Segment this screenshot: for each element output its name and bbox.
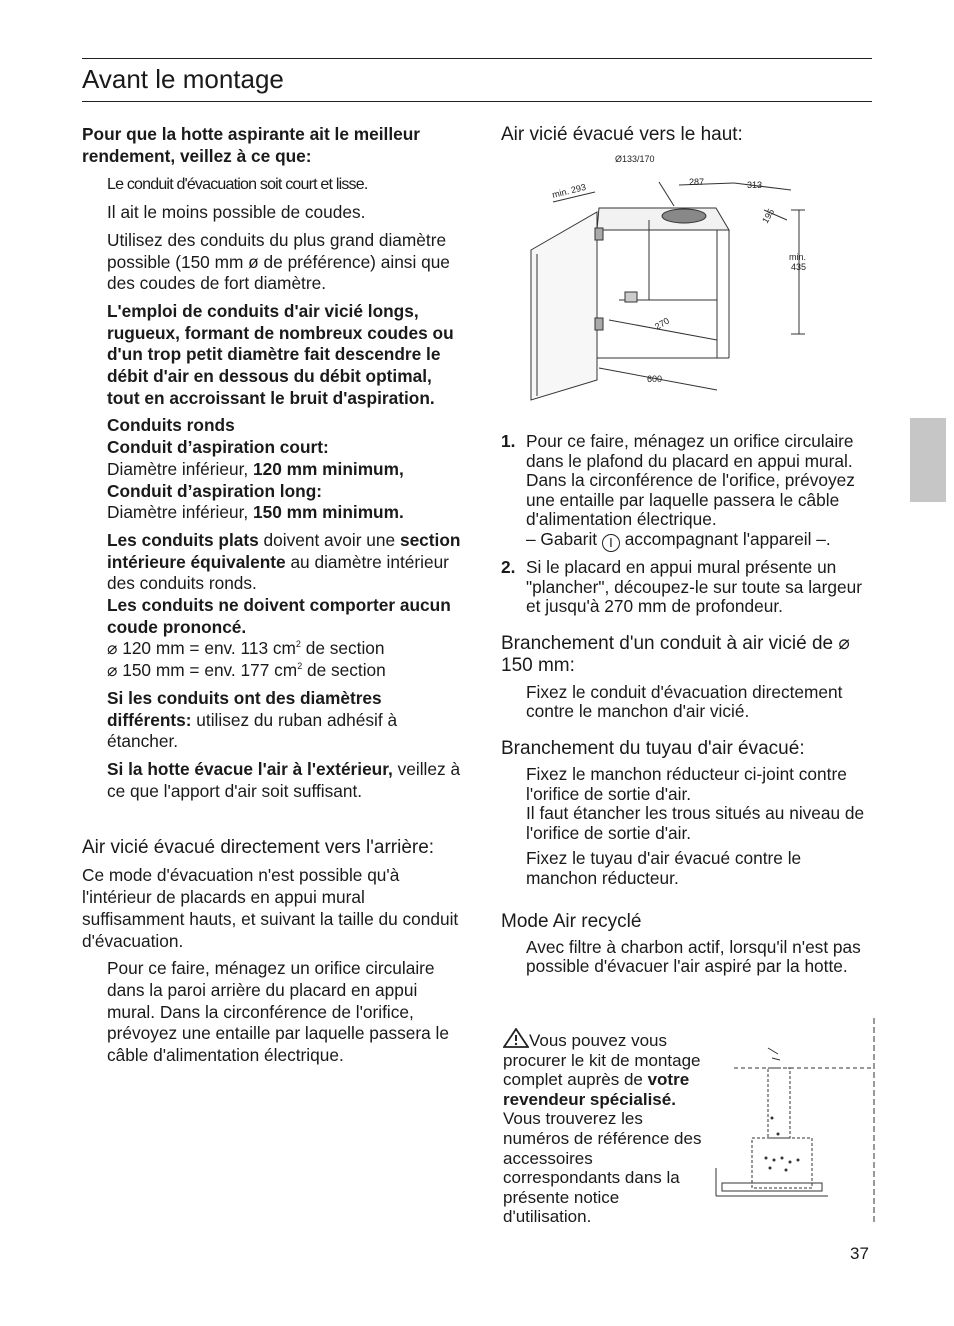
step-1: 1. Pour ce faire, ménagez un orifice circulaire dans le plafond du placard en appui mural. Dans la circonférence de l'orifice, prévoyez une entaille par laquelle passera le câble d'alimentation électrique. – Gabarit I accompagnant l'appareil –. [501,431,855,550]
step-2: 2. Si le placard en appui mural présente un "plancher", découpez-le sur toute sa largeur et jusqu'à 270 mm de profondeur. [501,556,863,617]
hose-connection-text-2: Il faut étancher les trous situés au niveau de l'orifice de sortie d'air. [526,803,865,843]
warning-icon [503,1028,529,1048]
intro-heading: Pour que la hotte aspirante ait le meilleur rendement, veillez à ce que: [82,124,421,166]
section-equivalence-120: ⌀ 120 mm = env. 113 $cm^2$ de section [107,638,385,659]
back-exhaust-instruction: Pour ce faire, ménagez un orifice circulaire dans la paroi arrière du placard en appui mural. Dans la circonférence de l'orifice, prévoyez une entaille par laquelle passera le câble d'alimentation électrique. [107,958,450,1066]
round-conduits-title: Conduits ronds [107,415,235,436]
header-rule-top [82,58,872,59]
tip-short-conduit: Le conduit d'évacuation soit court et lisse. [107,176,368,194]
accessory-kit-note: Vous pouvez vous procurer le kit de montage complet auprès de votre revendeur spécialisé. Vous trouverez les numéros de référence des accessoires correspondants dans la présente notice d'utilisation. [503,1028,703,1227]
conduit-connection-text: Fixez le conduit d'évacuation directement contre le manchon d'air vicié. [526,681,843,722]
hose-connection-text-1: Fixez le manchon réducteur ci-joint contre l'orifice de sortie d'air. [526,763,847,804]
dim-195: 195 [760,206,777,225]
page-title: Avant le montage [82,64,284,94]
section-tab [910,418,946,502]
back-exhaust-text: Ce mode d'évacuation n'est possible qu'à l'intérieur de placards en appui mural suffisamment hauts, et suivant la taille du conduit d'évacuation. [82,865,459,951]
dim-287: 287 [689,177,705,187]
long-conduit-label: Conduit d’aspiration long: [107,480,323,501]
tip-large-diameter: Utilisez des conduits du plus grand diamètre possible (150 mm ø de préférence) ainsi que des coudes de fort diamètre. [107,229,450,294]
long-conduit-spec: Diamètre inférieur, 150 mm minimum. [107,502,404,523]
template-i-icon: I [602,534,620,552]
different-diameters-note: Si les conduits ont des diamètres différents: utilisez du ruban adhésif à étancher. [107,687,398,752]
tip-few-bends: Il ait le moins possible de coudes. [107,202,366,223]
dim-min-293: min. 293 [551,181,587,200]
short-conduit-spec: Diamètre inférieur, 120 mm minimum, [107,458,404,479]
round-conduits-block [107,415,462,524]
section-equivalence-150: ⌀ 150 mm = env. 177 $cm^2$ de section [107,660,386,681]
recirculation-text: Avec filtre à charbon actif, lorsqu'il n'est pas possible d'évacuer l'air aspiré par la hotte. [526,936,861,977]
recirculation-diagram [708,1018,878,1224]
diameter-label: Ø133/170 [615,154,655,164]
dim-435: 435 [791,262,807,272]
short-conduit-label: Conduit d’aspiration court: [107,437,329,458]
page-number: 37 [850,1244,869,1263]
left-column [82,124,462,1067]
hose-connection-heading: Branchement du tuyau d'air évacué: [501,737,805,759]
dim-min-label: min. [789,252,807,262]
header-rule-bottom [82,101,872,102]
back-exhaust-heading: Air vicié évacué directement vers l'arrière: [82,837,435,859]
cabinet-top-exhaust-diagram [529,150,819,412]
no-sharp-bend-note: Les conduits ne doivent comporter aucun coude prononcé. [107,595,451,637]
warning-text: L'emploi de conduits d'air vicié longs, rugueux, formant de nombreux coudes ou d'un trop petit diamètre fait descendre le débit d'air en dessous du débit optimal, tout en accroissant le bruit d'aspiration. [107,300,454,408]
dim-600: 600 [647,374,663,384]
exterior-exhaust-note: Si la hotte évacue l'air à l'extérieur, veillez à ce que l'apport d'air soit suffisant. [107,758,461,801]
recirculation-heading: Mode Air recyclé [501,910,642,932]
top-exhaust-heading: Air vicié évacué vers le haut: [501,124,743,145]
hose-connection-text-3: Fixez le tuyau d'air évacué contre le manchon réducteur. [526,848,802,888]
dim-313: 313 [747,180,763,190]
conduit-connection-heading: Branchement d'un conduit à air vicié de ⌀ 150 mm: [501,632,850,676]
flat-conduits-block: Les conduits plats doivent avoir une section intérieure équivalente au diamètre intérieur des conduits ronds. Les conduits ne doivent comporter aucun coude prononcé. ⌀ 120 mm = env. 113 $cm^2$ de section ⌀ 150 mm = env. 177 $cm^2$ de section [107,529,461,681]
dim-270: 270 [653,315,672,332]
